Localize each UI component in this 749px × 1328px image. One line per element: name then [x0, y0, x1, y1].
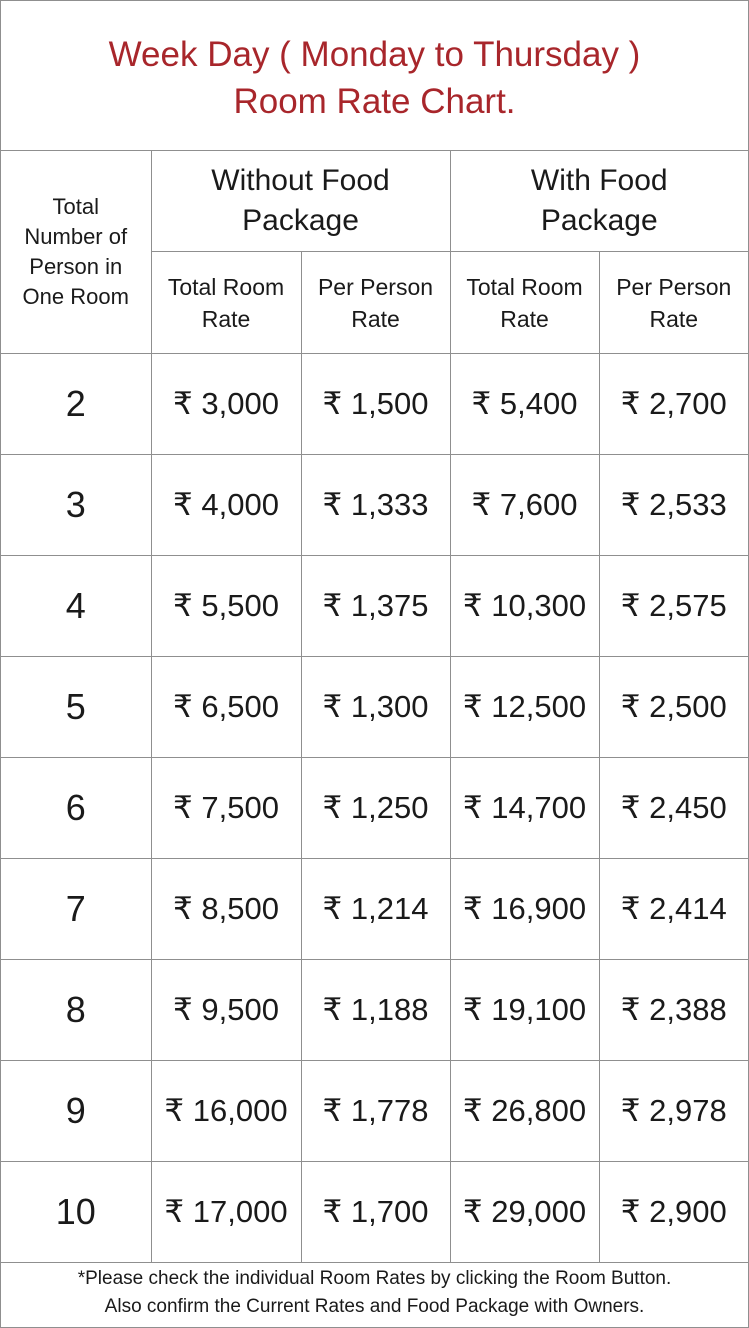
with-food-total-cell: ₹ 14,700 — [450, 758, 599, 859]
without-food-total-cell: ₹ 17,000 — [151, 1162, 301, 1263]
chart-title — [1, 1, 748, 150]
rate-table-body — [1, 354, 748, 1263]
with-food-per-person-cell: ₹ 2,575 — [599, 556, 748, 657]
without-food-total-cell: ₹ 4,000 — [151, 455, 301, 556]
header-w-per-person-rate: Per Person Rate — [599, 252, 748, 354]
without-food-per-person-cell: ₹ 1,188 — [301, 960, 450, 1061]
without-food-per-person-cell: ₹ 1,333 — [301, 455, 450, 556]
without-food-per-person-cell: ₹ 1,214 — [301, 859, 450, 960]
with-food-per-person-cell: ₹ 2,414 — [599, 859, 748, 960]
header-with-food: With Food Package — [450, 151, 748, 252]
with-food-total-cell: ₹ 5,400 — [450, 354, 599, 455]
persons-cell: 7 — [1, 859, 151, 960]
table-row — [1, 1061, 748, 1162]
header-wo-per-person-rate: Per Person Rate — [301, 252, 450, 354]
header-w-total-room-rate: Total Room Rate — [450, 252, 599, 354]
persons-cell: 2 — [1, 354, 151, 455]
table-row — [1, 354, 748, 455]
without-food-total-cell: ₹ 9,500 — [151, 960, 301, 1061]
header-wo-total-room-rate: Total Room Rate — [151, 252, 301, 354]
persons-cell: 5 — [1, 657, 151, 758]
table-row — [1, 758, 748, 859]
persons-cell: 6 — [1, 758, 151, 859]
persons-cell: 4 — [1, 556, 151, 657]
persons-cell: 9 — [1, 1061, 151, 1162]
footer-line-1: *Please check the individual Room Rates by clicking the Room Button. — [77, 1268, 672, 1289]
table-row — [1, 1162, 748, 1263]
without-food-per-person-cell: ₹ 1,375 — [301, 556, 450, 657]
with-food-per-person-cell: ₹ 2,700 — [599, 354, 748, 455]
table-row — [1, 859, 748, 960]
with-food-total-cell: ₹ 26,800 — [450, 1061, 599, 1162]
with-food-total-cell: ₹ 19,100 — [450, 960, 599, 1061]
with-food-total-cell: ₹ 12,500 — [450, 657, 599, 758]
with-food-total-cell: ₹ 29,000 — [450, 1162, 599, 1263]
persons-cell: 8 — [1, 960, 151, 1061]
with-food-total-cell: ₹ 10,300 — [450, 556, 599, 657]
without-food-total-cell: ₹ 16,000 — [151, 1061, 301, 1162]
without-food-total-cell: ₹ 8,500 — [151, 859, 301, 960]
footer-line-2: Also confirm the Current Rates and Food Package with Owners. — [104, 1296, 645, 1317]
with-food-per-person-cell: ₹ 2,978 — [599, 1061, 748, 1162]
without-food-total-cell: ₹ 7,500 — [151, 758, 301, 859]
persons-cell: 10 — [1, 1162, 151, 1263]
with-food-per-person-cell: ₹ 2,900 — [599, 1162, 748, 1263]
with-food-total-cell: ₹ 16,900 — [450, 859, 599, 960]
without-food-per-person-cell: ₹ 1,700 — [301, 1162, 450, 1263]
title-line-1: Week Day ( Monday to Thursday ) — [108, 35, 641, 74]
rate-table — [1, 150, 748, 1263]
with-food-per-person-cell: ₹ 2,450 — [599, 758, 748, 859]
persons-cell: 3 — [1, 455, 151, 556]
table-row — [1, 556, 748, 657]
footer-note — [1, 1259, 748, 1327]
without-food-per-person-cell: ₹ 1,500 — [301, 354, 450, 455]
without-food-total-cell: ₹ 3,000 — [151, 354, 301, 455]
without-food-per-person-cell: ₹ 1,300 — [301, 657, 450, 758]
without-food-total-cell: ₹ 6,500 — [151, 657, 301, 758]
table-row — [1, 960, 748, 1061]
table-row — [1, 657, 748, 758]
table-row — [1, 455, 748, 556]
with-food-total-cell: ₹ 7,600 — [450, 455, 599, 556]
without-food-per-person-cell: ₹ 1,778 — [301, 1061, 450, 1162]
with-food-per-person-cell: ₹ 2,388 — [599, 960, 748, 1061]
header-without-food: Without Food Package — [151, 151, 450, 252]
header-persons: Total Number of Person in One Room — [1, 151, 151, 354]
without-food-per-person-cell: ₹ 1,250 — [301, 758, 450, 859]
with-food-per-person-cell: ₹ 2,533 — [599, 455, 748, 556]
with-food-per-person-cell: ₹ 2,500 — [599, 657, 748, 758]
title-line-2: Room Rate Chart. — [233, 82, 516, 121]
without-food-total-cell: ₹ 5,500 — [151, 556, 301, 657]
